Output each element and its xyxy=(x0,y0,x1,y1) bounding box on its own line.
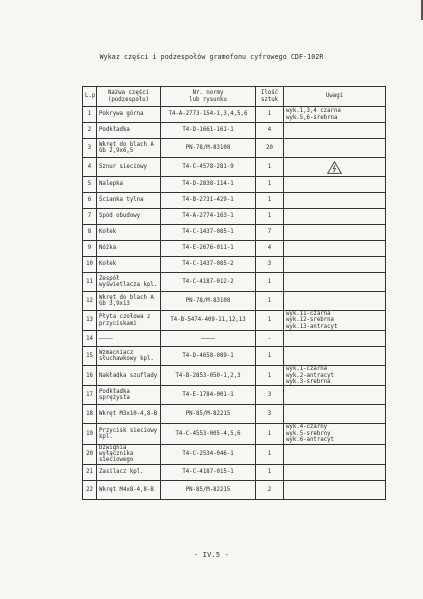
table-header-row xyxy=(83,87,386,107)
table-row xyxy=(83,464,386,480)
table-row xyxy=(83,107,386,123)
cell-nr: T4-C-1437-085-1 xyxy=(161,225,256,241)
cell-uwagi xyxy=(284,177,386,193)
cell-ilosc: 7 xyxy=(256,225,284,241)
cell-uwagi xyxy=(284,139,386,158)
cell-nazwa: Podkładka xyxy=(97,123,161,139)
cell-nr: PN-78/M-83108 xyxy=(161,292,256,311)
table-row xyxy=(83,405,386,424)
parts-table xyxy=(82,86,386,500)
table-row xyxy=(83,273,386,292)
cell-nr: T4-C-2534-046-1 xyxy=(161,444,256,464)
uwagi-line: wyk.5,6-srebrna xyxy=(286,114,338,121)
cell-uwagi xyxy=(284,347,386,366)
table-row xyxy=(83,292,386,311)
uwagi-line: wyk.11-czarna xyxy=(286,311,331,317)
table-row xyxy=(83,193,386,209)
cell-nazwa: Zespół wyświetlacza kpl. xyxy=(97,273,161,292)
cell-lp: 15 xyxy=(83,347,97,366)
cell-lp: 14 xyxy=(83,331,97,347)
header-ilosc xyxy=(256,87,284,107)
cell-ilosc: 3 xyxy=(256,405,284,424)
cell-lp: 3 xyxy=(83,139,97,158)
cell-nr: T4-B-2731-429-1 xyxy=(161,193,256,209)
uwagi-line: wyk.2-antracyt xyxy=(286,372,334,379)
cell-uwagi xyxy=(284,424,386,444)
uwagi-line: wyk.6-antracyt xyxy=(286,437,334,444)
cell-uwagi xyxy=(284,225,386,241)
cell-nazwa: Sznur sieciowy xyxy=(97,158,161,177)
table-row xyxy=(83,158,386,177)
cell-nr: ———— xyxy=(161,331,256,347)
cell-uwagi xyxy=(284,273,386,292)
cell-uwagi xyxy=(284,386,386,405)
header-nazwa xyxy=(97,87,161,107)
uwagi-line: wyk.5-srebrny xyxy=(286,430,331,437)
cell-nr: T4-E-1784-001-1 xyxy=(161,386,256,405)
header-uwagi: Uwagi xyxy=(284,87,386,107)
cell-nazwa: Kołek xyxy=(97,257,161,273)
header-ilosc-line1: Ilość xyxy=(260,90,279,97)
cell-uwagi xyxy=(284,292,386,311)
cell-ilosc: 1 xyxy=(256,273,284,292)
cell-ilosc: 1 xyxy=(256,177,284,193)
table-row xyxy=(83,123,386,139)
header-lp: L.p xyxy=(83,87,97,107)
table-row xyxy=(83,241,386,257)
cell-nr: T4-B-2853-050-1,2,3 xyxy=(161,366,256,386)
cell-nr: PN-78/M-83108 xyxy=(161,139,256,158)
cell-lp: 8 xyxy=(83,225,97,241)
header-nr-line2: lub rysunku xyxy=(189,96,227,103)
cell-ilosc: 2 xyxy=(256,480,284,499)
cell-uwagi xyxy=(284,366,386,386)
cell-nazwa: Ścianka tylna xyxy=(97,193,161,209)
cell-uwagi xyxy=(284,107,386,123)
table-row xyxy=(83,366,386,386)
table-row xyxy=(83,331,386,347)
cell-ilosc: 1 xyxy=(256,292,284,311)
header-nr xyxy=(161,87,256,107)
cell-uwagi xyxy=(284,193,386,209)
cell-ilosc: 4 xyxy=(256,123,284,139)
uwagi-line: wyk.4-czarny xyxy=(286,424,328,431)
cell-uwagi xyxy=(284,311,386,331)
cell-uwagi xyxy=(284,123,386,139)
cell-ilosc: 1 xyxy=(256,444,284,464)
table-row xyxy=(83,311,386,331)
cell-lp: 19 xyxy=(83,424,97,444)
cell-uwagi xyxy=(284,444,386,464)
table-row xyxy=(83,386,386,405)
cell-ilosc: 3 xyxy=(256,386,284,405)
cell-lp: 12 xyxy=(83,292,97,311)
cell-lp: 21 xyxy=(83,464,97,480)
header-ilosc-line2: sztuk xyxy=(260,96,279,103)
cell-nazwa: Kołek xyxy=(97,225,161,241)
cell-ilosc: 4 xyxy=(256,241,284,257)
cell-nr: PN-85/M-82215 xyxy=(161,480,256,499)
cell-ilosc: 1 xyxy=(256,107,284,123)
cell-lp: 13 xyxy=(83,311,97,331)
table-row xyxy=(83,347,386,366)
cell-nazwa: Wkręt do blach A Gb 3,9x13 xyxy=(97,292,161,311)
cell-nazwa: Płyta czołowa z przyciskami xyxy=(97,311,161,331)
uwagi-line: wyk.13-antracyt xyxy=(286,323,338,330)
cell-nazwa: Wzmacniacz słuchawkowy kpl. xyxy=(97,347,161,366)
cell-uwagi xyxy=(284,257,386,273)
cell-lp: 18 xyxy=(83,405,97,424)
cell-ilosc: 1 xyxy=(256,158,284,177)
cell-nazwa: Wkręt M4x8-4,8-B xyxy=(97,480,161,499)
cell-ilosc: 1 xyxy=(256,193,284,209)
cell-lp: 6 xyxy=(83,193,97,209)
cell-nr: T4-D-1661-161-1 xyxy=(161,123,256,139)
cell-nazwa: Dźwignia wyłącznika sieciowego xyxy=(97,444,161,464)
cell-uwagi xyxy=(284,241,386,257)
table-row xyxy=(83,444,386,464)
cell-nr: T4-C-4187-015-1 xyxy=(161,464,256,480)
cell-ilosc: 1 xyxy=(256,209,284,225)
cell-ilosc: 1 xyxy=(256,366,284,386)
cell-nr: T4-D-4658-089-1 xyxy=(161,347,256,366)
cell-ilosc: - xyxy=(256,331,284,347)
cell-nr: T4-D-2838-114-1 xyxy=(161,177,256,193)
cell-nazwa: Zasilacz kpl. xyxy=(97,464,161,480)
cell-nazwa: Nóżka xyxy=(97,241,161,257)
cell-uwagi xyxy=(284,405,386,424)
cell-nr: T4-E-2676-011-1 xyxy=(161,241,256,257)
cell-lp: 22 xyxy=(83,480,97,499)
cell-nr: T4-C-1437-085-2 xyxy=(161,257,256,273)
table-row xyxy=(83,209,386,225)
cell-nr: T4-C-4553-005-4,5,6 xyxy=(161,424,256,444)
cell-nr: T4-C-4578-281-9 xyxy=(161,158,256,177)
cell-nazwa: ———— xyxy=(97,331,161,347)
cell-lp: 7 xyxy=(83,209,97,225)
cell-nazwa: Podkładka sprężysta xyxy=(97,386,161,405)
cell-nazwa: Pokrywa górna xyxy=(97,107,161,123)
cell-lp: 5 xyxy=(83,177,97,193)
table-row xyxy=(83,424,386,444)
cell-uwagi xyxy=(284,331,386,347)
cell-ilosc: 1 xyxy=(256,424,284,444)
cell-nazwa: Nakładka szuflady xyxy=(97,366,161,386)
cell-uwagi xyxy=(284,158,386,177)
cell-lp: 4 xyxy=(83,158,97,177)
table-row xyxy=(83,257,386,273)
document-title: Wykaz części i podzespołów gramofonu cyfrowego CDF-102R xyxy=(99,53,324,61)
cell-lp: 9 xyxy=(83,241,97,257)
cell-lp: 11 xyxy=(83,273,97,292)
cell-nazwa: Przycisk sieciowy kpl. xyxy=(97,424,161,444)
uwagi-line: wyk.3-srebrna xyxy=(286,379,331,386)
cell-nr: T4-A-2774-163-1 xyxy=(161,209,256,225)
warning-triangle-icon xyxy=(327,161,342,174)
uwagi-line: wyk.12-srebrna xyxy=(286,317,334,324)
uwagi-line: wyk.1,3,4 czarna xyxy=(286,108,341,115)
cell-lp: 20 xyxy=(83,444,97,464)
table-row xyxy=(83,225,386,241)
cell-uwagi xyxy=(284,480,386,499)
header-nazwa-line1: Nazwa części xyxy=(107,90,150,97)
cell-uwagi xyxy=(284,209,386,225)
cell-ilosc: 20 xyxy=(256,139,284,158)
cell-nazwa: Spód obudowy xyxy=(97,209,161,225)
cell-lp: 2 xyxy=(83,123,97,139)
table-row xyxy=(83,177,386,193)
cell-ilosc: 1 xyxy=(256,347,284,366)
parts-table-body xyxy=(83,107,386,500)
cell-ilosc: 3 xyxy=(256,257,284,273)
page-number: - IV.5 - xyxy=(193,551,230,559)
cell-nazwa: Nalepka xyxy=(97,177,161,193)
table-row xyxy=(83,139,386,158)
cell-nr: T4-A-2773-154-1,3,4,5,6 xyxy=(161,107,256,123)
cell-lp: 1 xyxy=(83,107,97,123)
header-nr-line1: Nr. normy xyxy=(192,90,224,97)
cell-lp: 16 xyxy=(83,366,97,386)
header-nazwa-line2: (podzespołu) xyxy=(107,96,150,103)
cell-nr: T4-C-4187-012-2 xyxy=(161,273,256,292)
cell-uwagi xyxy=(284,464,386,480)
uwagi-line: wyk.1-czarna xyxy=(286,366,328,373)
cell-lp: 17 xyxy=(83,386,97,405)
cell-ilosc: 1 xyxy=(256,464,284,480)
cell-nr: T4-B-5474-409-11,12,13 xyxy=(161,311,256,331)
table-row xyxy=(83,480,386,499)
cell-nazwa: Wkręt do blach A Gb 2,9x6,5 xyxy=(97,139,161,158)
cell-ilosc: 1 xyxy=(256,311,284,331)
cell-lp: 10 xyxy=(83,257,97,273)
cell-nazwa: Wkręt M3x10-4,8-B xyxy=(97,405,161,424)
cell-nr: PN-85/M-82215 xyxy=(161,405,256,424)
